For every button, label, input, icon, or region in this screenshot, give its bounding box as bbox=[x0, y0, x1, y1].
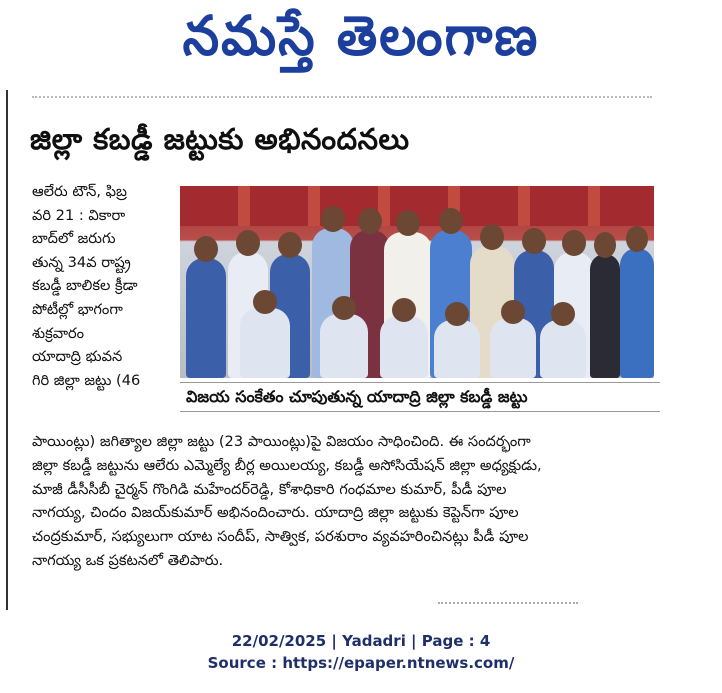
photo-figure-head bbox=[194, 236, 218, 262]
photo-figure bbox=[240, 308, 290, 378]
intro-line: ఆలేరు టౌన్, ఫిబ్ర bbox=[32, 183, 127, 200]
page-footer bbox=[0, 630, 722, 674]
photo-figure bbox=[490, 318, 536, 378]
team-photo bbox=[180, 186, 654, 378]
photo-caption: విజయ సంకేతం చూపుతున్న యాదాద్రి జిల్లా కబడ్డీ జట్టు bbox=[180, 382, 660, 412]
body-line: నాగయ్య ఒక ప్రకటనలో తెలిపారు. bbox=[32, 551, 224, 569]
footer-source[interactable]: Source : https://epaper.ntnews.com/ bbox=[207, 654, 515, 672]
photo-figure bbox=[540, 320, 586, 378]
intro-line: వరి 21 : వికారా bbox=[32, 206, 126, 224]
photo-figure-head bbox=[445, 302, 469, 326]
article-intro-column bbox=[32, 180, 182, 392]
masthead bbox=[0, 0, 722, 82]
photo-figure bbox=[434, 320, 480, 378]
photo-figure-head bbox=[480, 224, 504, 250]
intro-line: గిరి జిల్లా జట్టు (46 bbox=[32, 371, 141, 389]
photo-figure bbox=[620, 248, 654, 378]
photo-figure bbox=[186, 258, 226, 378]
photo-figure-head bbox=[562, 230, 586, 256]
photo-figure-head bbox=[278, 232, 302, 258]
news-article-clipping bbox=[6, 90, 714, 610]
photo-figure-head bbox=[522, 228, 546, 254]
body-line: జిల్లా కబడ్డీ జట్టును ఆలేరు ఎమ్మెల్యే బీర్ల అయిలయ్య, కబడ్డీ అసోసియేషన్ జిల్లా అధ్యక్షుడు, bbox=[32, 456, 542, 474]
body-line: చంద్రకుమార్, సభ్యులుగా యాట సందీప్, సాత్విక, పరశురాం వ్యవహరించినట్లు పీడీ పూల bbox=[32, 528, 529, 546]
photo-figure-head bbox=[439, 208, 463, 234]
photo-figure-head bbox=[253, 290, 277, 314]
article-body bbox=[32, 430, 672, 573]
photo-figure-head bbox=[396, 210, 420, 236]
intro-line: యాదాద్రి భువన bbox=[32, 348, 123, 366]
photo-figure-head bbox=[392, 298, 416, 322]
intro-line: పోటీల్లో భాగంగా bbox=[32, 300, 123, 318]
photo-figure-head bbox=[332, 296, 356, 320]
photo-figure-head bbox=[236, 230, 260, 256]
clipping-edge-top bbox=[32, 96, 652, 104]
body-line: మాజీ డీసీసీబీ చైర్మన్ గొంగిడి మహేందర్‌రెడ్డి, కోశాధికారి గంధమాల కుమార్, పీడీ పూల bbox=[32, 480, 507, 498]
photo-figure-head bbox=[501, 300, 525, 324]
photo-figure bbox=[320, 314, 368, 378]
intro-line: బాద్‌లో జరుగు bbox=[32, 230, 116, 248]
photo-figure-head bbox=[358, 208, 382, 234]
intro-line: కబడ్డీ బాలికల క్రీడా bbox=[32, 277, 138, 295]
intro-line: శుక్రవారం bbox=[32, 324, 85, 342]
body-line: నాగయ్య, చిందం విజయ్‌కుమార్ అభినందించారు. యాదాద్రి జిల్లా జట్టుకు కెప్టెన్‌గా పూల bbox=[32, 504, 519, 522]
photo-figure-head bbox=[594, 232, 616, 258]
newspaper-logo-title: నమస్తే తెలంగాణ bbox=[182, 4, 540, 69]
footer-date-edition: 22/02/2025 | Yadadri | Page : 4 bbox=[231, 632, 491, 650]
clipping-edge-bottom bbox=[438, 602, 578, 604]
intro-line: తున్న 34వ రాష్ట్ర bbox=[32, 253, 131, 271]
article-headline: జిల్లా కబడ్డీ జట్టుకు అభినందనలు bbox=[30, 122, 410, 156]
body-line: పాయింట్లు) జగిత్యాల జిల్లా జట్టు (23 పాయింట్లు)పై విజయం సాధించింది. ఈ సందర్భంగా bbox=[32, 433, 531, 450]
photo-figure bbox=[590, 254, 620, 378]
photo-figure-head bbox=[626, 226, 648, 252]
photo-figure bbox=[380, 316, 428, 378]
photo-figure-head bbox=[321, 206, 345, 232]
photo-figure-head bbox=[551, 302, 575, 326]
